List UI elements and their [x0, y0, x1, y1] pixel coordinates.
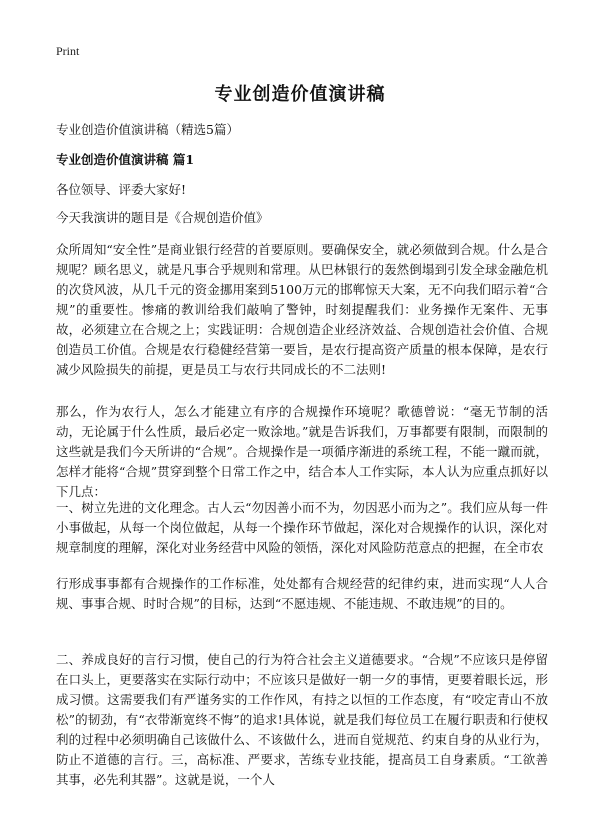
paragraph-point-two: 二、养成良好的言行习惯，使自己的行为符合社会主义道德要求。“合规”不应该只是停留在口头上，更要落实在实际行动中；不应该只是做好一朝一夕的事情，更要着眼长远，形成习惯。这需要我们有严谨务实的工作作风，有持之以恒的工作态度，有“咬定青山不放松”的韧劲，有“衣带渐宽终不悔”的追求!具体说，就是我们每位员工在履行职责和行使权利的过程中必须明确自己该做什么、不该做什么，进而自觉规范、约束自身的从业行为，防止不道德的言行。三，高标准、严要求，苦练专业技能，提高员工自身素质。“工欲善其事，必先利其器”。这就是说，一个人 — [56, 652, 548, 787]
section-heading: 专业创造价值演讲稿 篇1 — [56, 152, 195, 167]
paragraph-how: 那么，作为农行人，怎么才能建立有序的合规操作环境呢？歌德曾说：“毫无节制的活动，无论属于什么性质，最后必定一败涂地。”就是告诉我们，万事都要有限制，而限制的这些就是我们今天所讲的“合规”。合规操作是一项循序渐进的系统工程，不能一蹴而就，怎样才能将“合规”贯穿到整个日常工作之中，结合本人工作实际，本人认为应重点抓好以下几点： — [56, 404, 548, 499]
paragraph-intro: 众所周知“安全性”是商业银行经营的首要原则。要确保安全，就必须做到合规。什么是合规呢？顾名思义，就是凡事合乎规则和常理。从巴林银行的轰然倒塌到引发全球金融危机的次贷风波，从几千元的资金挪用案到5100万元的邯郸惊天大案，无不向我们昭示着“合规”的重要性。惨痛的教训给我们敲响了警钟，时刻提醒我们：业务操作无案件、无事故，必须建立在合规之上；实践证明：合规创造企业经济效益、合规创造社会价值、合规创造员工价值。合规是农行稳健经营第一要旨，是农行提高资产质量的根本保障，是农行减少风险损失的前提，更是员工与农行共同成长的不二法则! — [56, 242, 548, 377]
print-link[interactable]: Print — [56, 44, 80, 58]
topic-line: 今天我演讲的题目是《合规创造价值》 — [56, 210, 269, 225]
paragraph-point-one-continued: 行形成事事都有合规操作的工作标准，处处都有合规经营的纪律约束，进而实现“人人合规、事事合规、时时合规”的目标，达到“不愿违规、不能违规、不敢违规”的目的。 — [56, 576, 548, 611]
page-title: 专业创造价值演讲稿 — [214, 84, 386, 105]
subtitle: 专业创造价值演讲稿（精选5篇） — [56, 122, 239, 137]
greeting: 各位领导、评委大家好! — [56, 182, 187, 197]
paragraph-point-one: 一、树立先进的文化理念。古人云“勿因善小而不为，勿因恶小而为之”。我们应从每一件小事做起，从每一个岗位做起，从每一个操作环节做起，深化对合规操作的认识，深化对规章制度的理解，深化对业务经营中风险的领悟，深化对风险防范意点的把握，在全市农 — [56, 500, 548, 555]
